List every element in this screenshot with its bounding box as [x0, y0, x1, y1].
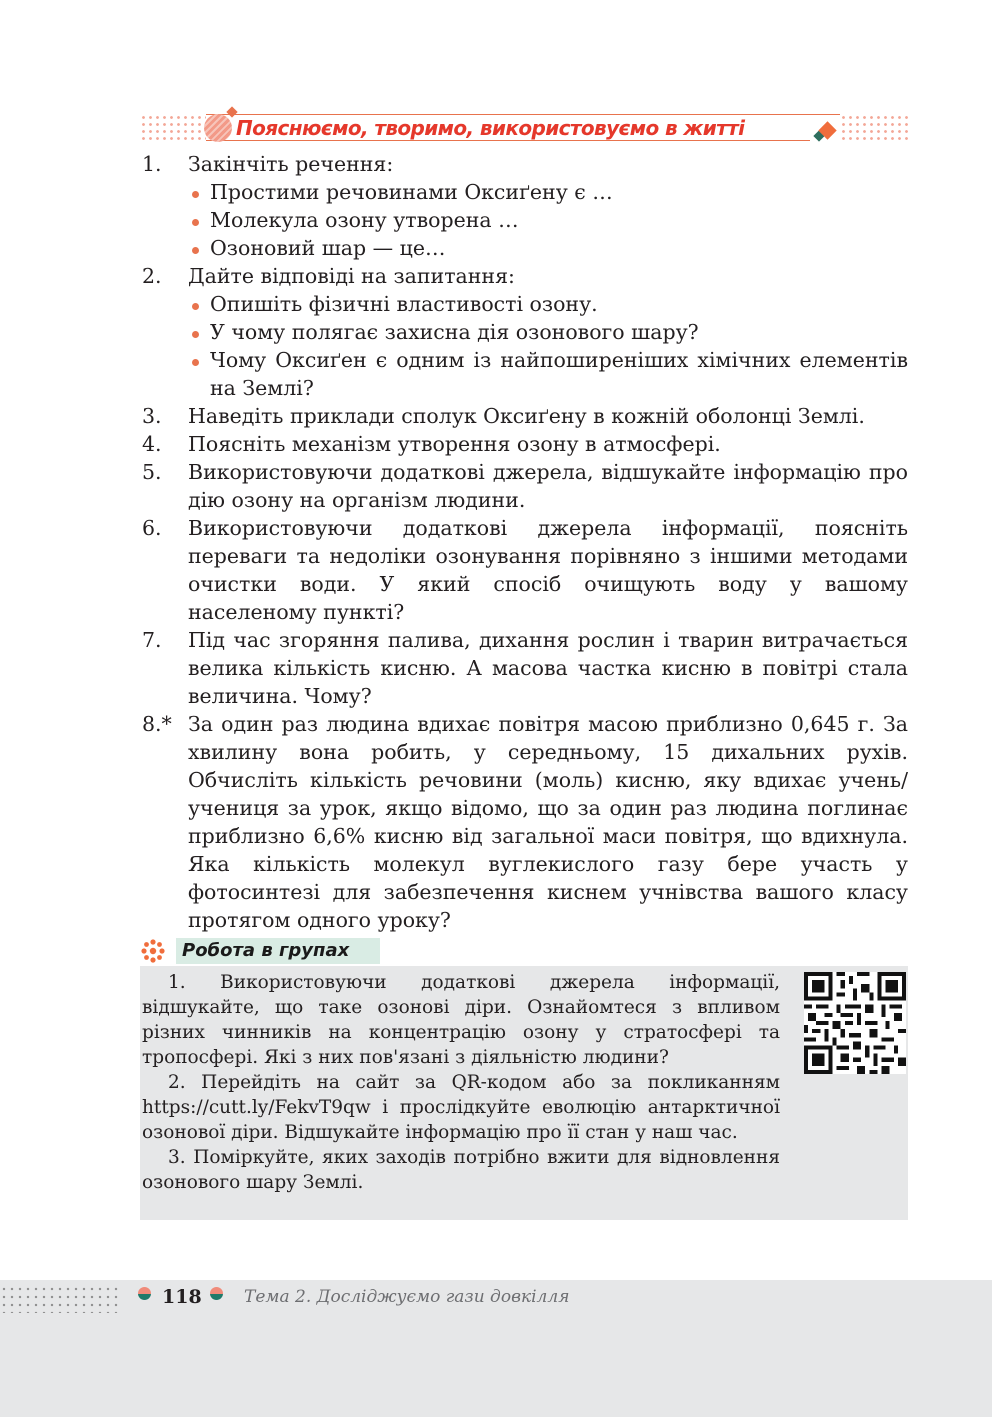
striped-circle-icon: [204, 114, 232, 142]
qr-code-icon[interactable]: [804, 972, 906, 1074]
bullet-item: У чому полягає захисна дія озонового шару?: [188, 318, 908, 346]
question-text: За один раз людина вдихає повітря масою приблизно 0,645 г. За хвилину вона робить, у середньому, 15 дихальних рухів. Обчисліть кількість речовини (моль) кисню, яку вдихає учень/учениця за урок, якщо відомо, що за один раз людина поглинає приблизно 6,6% кисню від загальної маси повітря, що вдихнула. Яка кількість молекул вуглекислого газу бере участь у фотосинтезі для забезпечення киснем учнівства вашого класу протягом одного уроку?: [188, 712, 908, 932]
question-text: Поясніть механізм утворення озону в атмосфері.: [188, 432, 721, 456]
question-text: Наведіть приклади сполук Оксиґену в кожній оболонці Землі.: [188, 404, 865, 428]
question-number: 4.: [142, 432, 162, 456]
bullet-list: [188, 290, 908, 402]
bullet-list: [188, 178, 908, 262]
question-number: 5.: [142, 460, 162, 484]
question-number: 7.: [142, 628, 162, 652]
group-work-panel: [140, 966, 908, 1220]
question-item: [142, 514, 908, 626]
page-ball-icon: [210, 1287, 223, 1300]
bullet-item: Чому Оксиґен є одним із найпоширеніших хімічних елементів на Землі?: [188, 346, 908, 402]
bullet-item: Простими речовинами Оксиґену є …: [188, 178, 908, 206]
question-item: [142, 150, 908, 262]
topic-title: Тема 2. Досліджуємо гази довкілля: [244, 1287, 570, 1307]
question-list: [142, 150, 908, 934]
question-number: 3.: [142, 404, 162, 428]
banner-rule-bottom: [206, 140, 810, 141]
group-work-text: [142, 970, 780, 1195]
page-footer: [0, 1280, 992, 1417]
group-dots-icon: [140, 938, 166, 964]
question-text: Закінчіть речення:: [188, 152, 394, 176]
group-work-header: [140, 938, 380, 964]
question-item: [142, 626, 908, 710]
group-task: 1. Використовуючи додаткові джерела інформації, відшукайте, що таке озонові діри. Ознайомтеся з впливом різних чинників на концентрацію озону у стратосфері та тропосфері. Які з них пов'язані з діяльністю людини?: [142, 972, 780, 1068]
group-task: 2. Перейдіть на сайт за QR-кодом або за покликанням https://cutt.ly/FekvT9qw і прослідкуйте еволюцію антарктичної озонової діри. Відшукайте інформацію про її стан у наш час.: [142, 1072, 780, 1143]
question-number: 1.: [142, 152, 162, 176]
question-number: 2.: [142, 264, 162, 288]
question-text: Використовуючи додаткові джерела, відшукайте інформацію про дію озону на організм людини.: [188, 460, 908, 512]
question-text: Дайте відповіді на запитання:: [188, 264, 515, 288]
dot-pattern-right: [840, 114, 910, 144]
question-text: Використовуючи додаткові джерела інформації, поясніть переваги та недоліки озонування порівняно з іншими методами очистки води. У який спосіб очищують воду у вашому населеному пункті?: [188, 516, 908, 624]
bullet-item: Молекула озону утворена …: [188, 206, 908, 234]
banner-rule-top: [206, 114, 840, 115]
group-task: 3. Поміркуйте, яких заходів потрібно вжити для відновлення озонового шару Землі.: [142, 1147, 780, 1193]
question-number: 6.: [142, 516, 162, 540]
page-number: 118: [162, 1286, 202, 1308]
question-item: [142, 262, 908, 402]
question-item: [142, 710, 908, 934]
question-text: Під час згоряння палива, дихання рослин і тварин витрачається велика кількість кисню. А масова частка кисню в повітрі стала величина. Чому?: [188, 628, 908, 708]
bullet-item: Опишіть фізичні властивості озону.: [188, 290, 908, 318]
question-item: [142, 430, 908, 458]
section-banner: [140, 106, 910, 146]
bullet-item: Озоновий шар — це…: [188, 234, 908, 262]
dot-pattern-left: [140, 114, 206, 144]
question-number: 8.*: [142, 712, 172, 736]
page-ball-icon: [138, 1287, 151, 1300]
section-title: Пояснюємо, творимо, використовуємо в житті: [236, 116, 745, 140]
group-work-title: Робота в групах: [176, 938, 380, 964]
question-item: [142, 458, 908, 514]
question-item: [142, 402, 908, 430]
dot-pattern-footer: [0, 1285, 122, 1313]
